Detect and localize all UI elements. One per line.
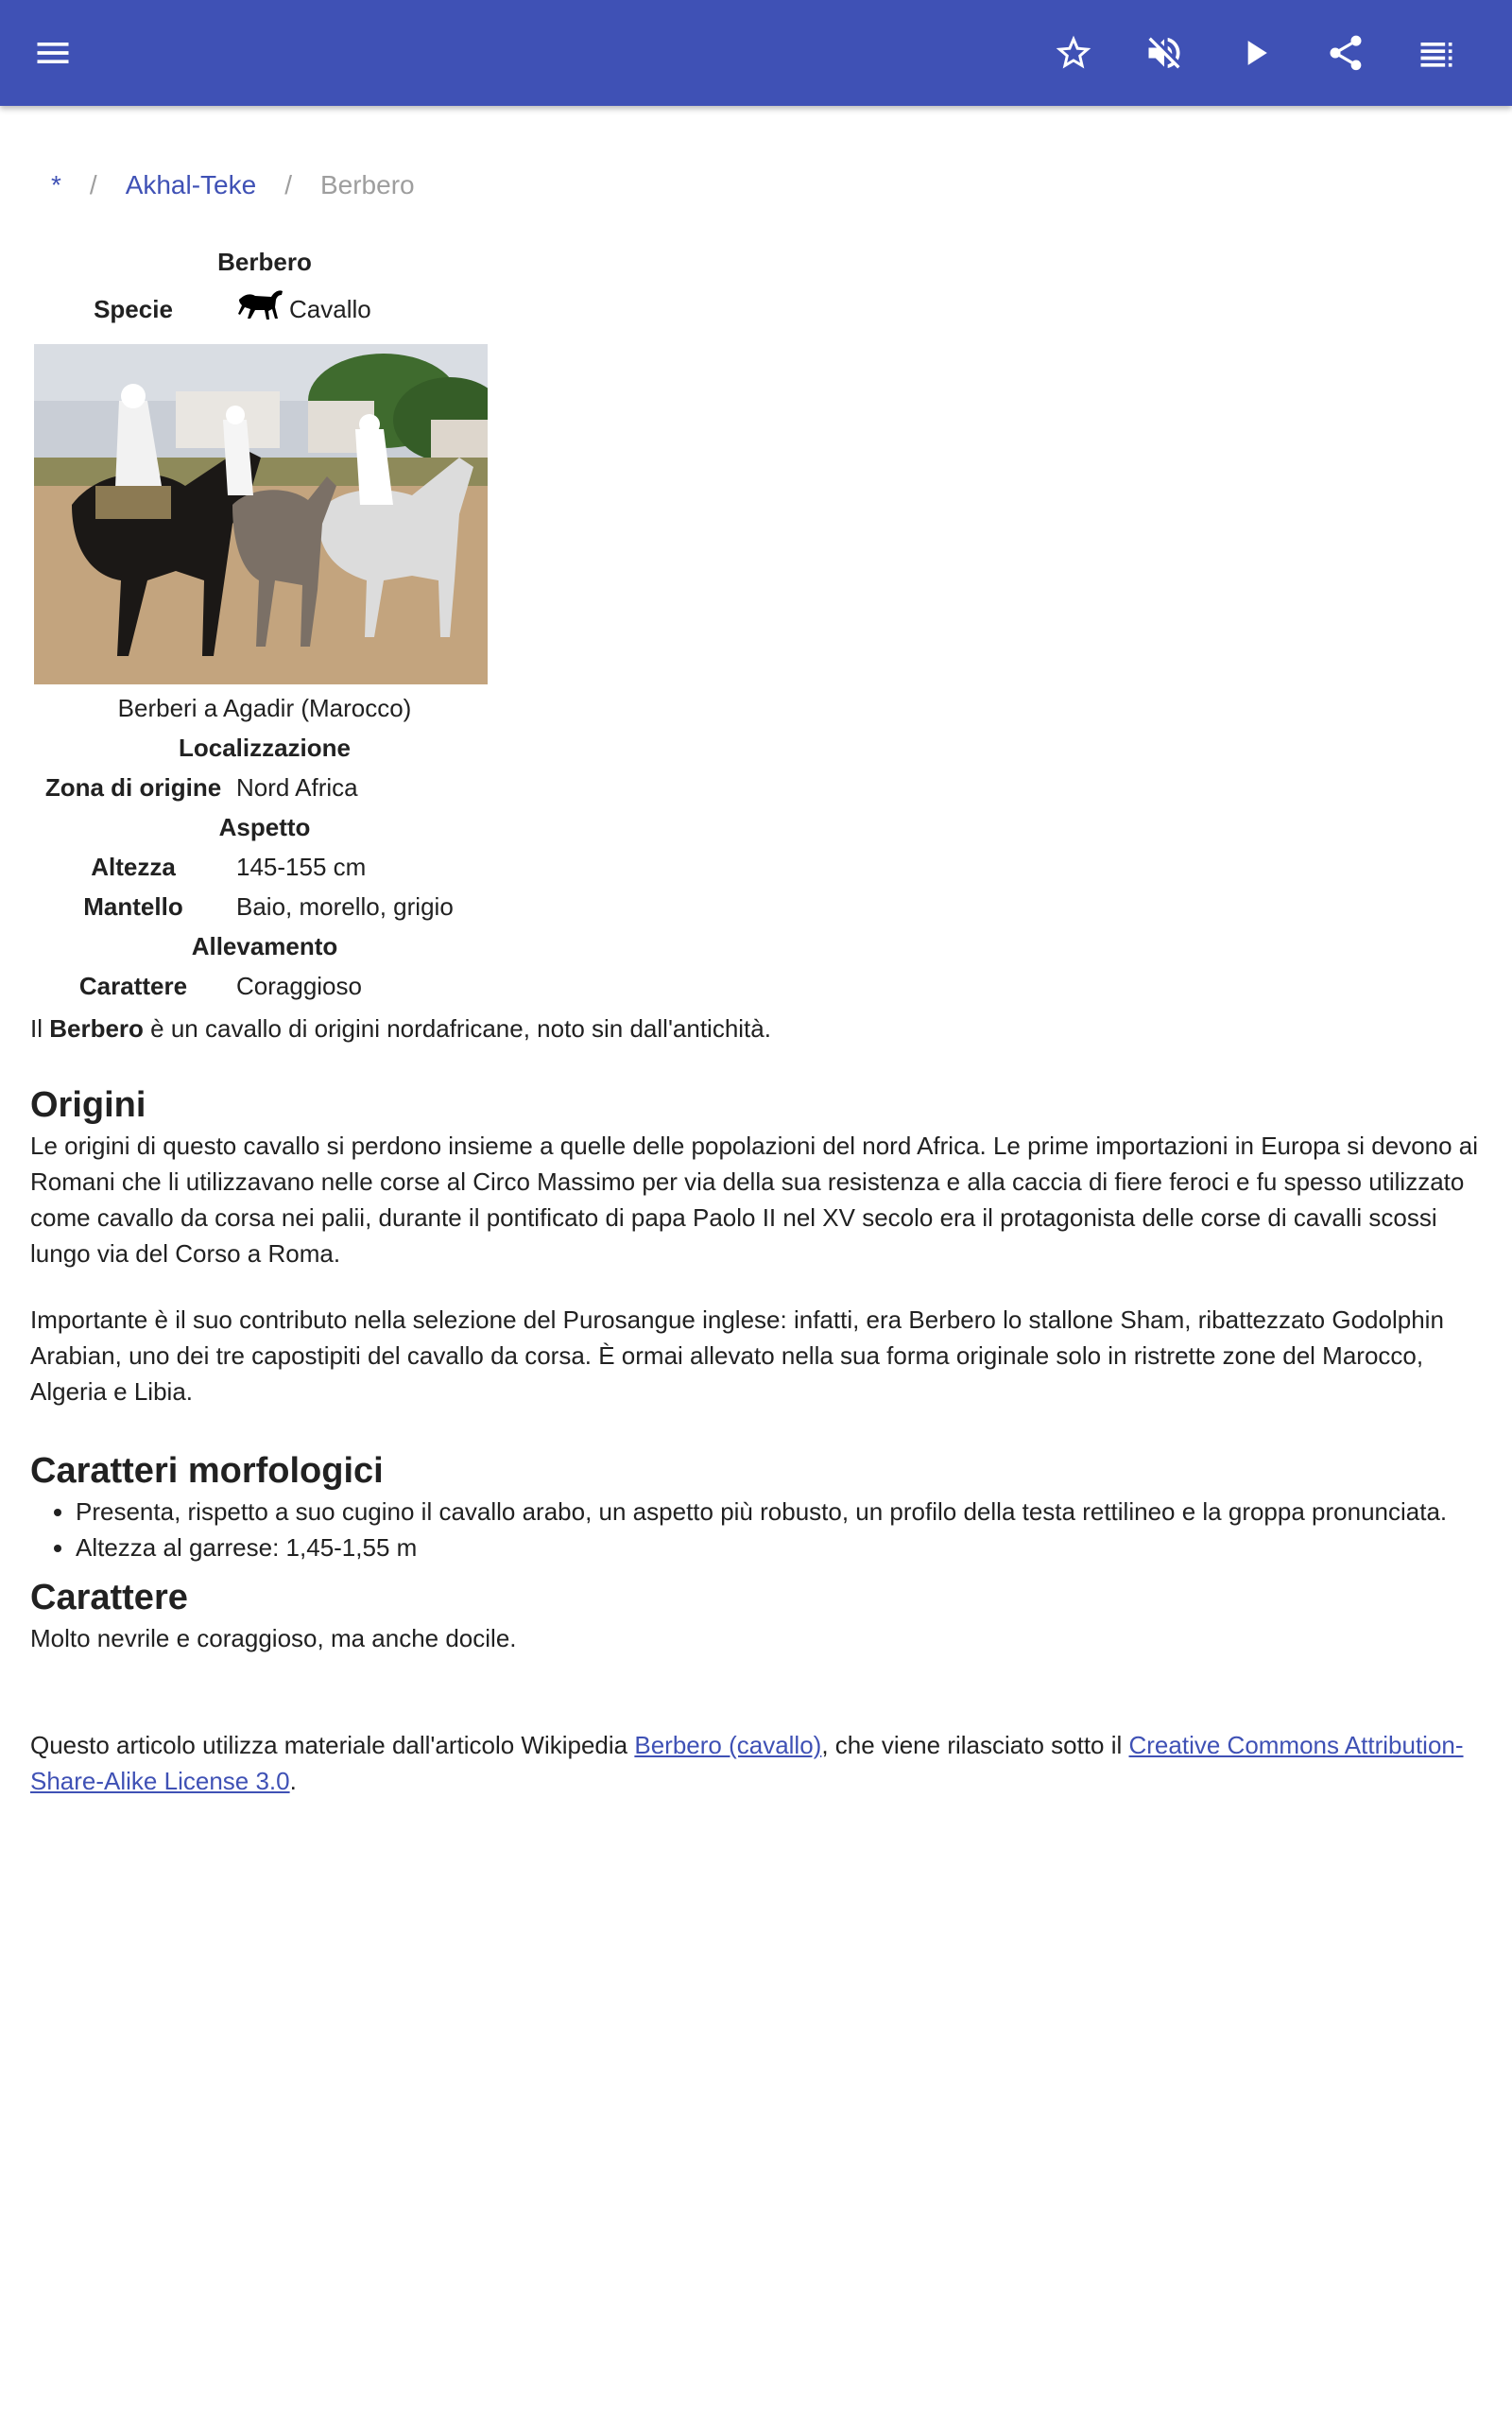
heading-morfologici: Caratteri morfologici — [30, 1451, 384, 1491]
app-bar — [0, 0, 1512, 106]
breadcrumb — [51, 170, 415, 200]
section-localizzazione: Localizzazione — [178, 734, 352, 762]
horse-icon — [236, 286, 285, 324]
favorite-button[interactable] — [1043, 23, 1104, 83]
intro-bold: Berbero — [49, 1014, 144, 1043]
heading-carattere: Carattere — [30, 1578, 188, 1617]
menu-button[interactable] — [23, 23, 83, 83]
carattere-label: Carattere — [78, 972, 188, 1000]
mute-button[interactable] — [1134, 23, 1194, 83]
section-aspetto: Aspetto — [218, 813, 311, 841]
mantello-label: Mantello — [83, 892, 183, 921]
photo-caption: Berberi a Agadir (Marocco) — [117, 694, 412, 722]
breadcrumb-separator: / — [89, 170, 97, 199]
specie-value: Cavallo — [289, 295, 371, 323]
altezza-label: Altezza — [91, 853, 176, 881]
section-allevamento: Allevamento — [191, 932, 338, 960]
contents-button[interactable] — [1406, 23, 1467, 83]
paragraph-origini-1: Le origini di questo cavallo si perdono insieme a quelle delle popolazioni del nord Africa. Le prime importazioni in Europa si devono ai Romani che li utilizzavano nelle corse al Circo Massimo per via della sua resistenza e alla caccia di fiere feroci e fu spesso utilizzato come cavallo da corsa nei palii, durante il pontificato di papa Paolo II nel XV secolo era il protagonista delle corse di cavalli scossi lungo via del Corso a Roma. — [30, 1132, 1479, 1268]
section-carattere — [30, 1575, 1486, 1656]
paragraph-carattere: Molto nevrile e coraggioso, ma anche docile. — [30, 1624, 517, 1652]
breadcrumb-current: Berbero — [319, 170, 415, 199]
volume-off-icon — [1143, 32, 1185, 74]
heading-origini: Origini — [30, 1085, 146, 1125]
list-item: • Presenta, rispetto a suo cugino il cavallo arabo, un aspetto più robusto, un profilo della testa rettilineo e la groppa pronunciata. — [76, 1494, 1486, 1530]
attribution-footer: Questo articolo utilizza materiale dall'articolo Wikipedia Berbero (cavallo), che viene rilasciato sotto il Creative Commons Attribution-Share-Alike License 3.0. — [30, 1731, 1464, 1795]
horse-photo[interactable] — [34, 344, 488, 684]
zona-label: Zona di origine — [44, 773, 222, 802]
breadcrumb-separator: / — [284, 170, 292, 199]
play-button[interactable] — [1225, 23, 1285, 83]
menu-icon — [32, 32, 74, 74]
list-item: • Altezza al garrese: 1,45-1,55 m — [76, 1530, 1486, 1565]
license-link[interactable]: Creative Commons Attribution-Share-Alike License 3.0 — [30, 1731, 1464, 1795]
paragraph-origini-2: Importante è il suo contributo nella selezione del Purosangue inglese: infatti, era Berbero lo stallone Sham, ribattezzato Godolphin Arabian, uno dei tre capostipiti del cavallo da corsa. È ormai allevato nella sua forma originale solo in ristrette zone del Marocco, Algeria e Libia. — [30, 1305, 1444, 1406]
zona-value: Nord Africa — [236, 773, 358, 802]
breadcrumb-root[interactable]: * — [51, 170, 61, 199]
share-button[interactable] — [1315, 23, 1376, 83]
mantello-value: Baio, morello, grigio — [236, 892, 454, 921]
section-origini — [30, 1082, 1486, 1409]
play-icon — [1234, 32, 1276, 74]
breadcrumb-parent[interactable]: Akhal-Teke — [125, 170, 257, 199]
altezza-value: 145-155 cm — [236, 853, 367, 881]
share-icon — [1325, 32, 1366, 74]
playlist-icon — [1416, 32, 1457, 74]
intro-paragraph: Il Berbero è un cavallo di origini nordafricane, noto sin dall'antichità. — [30, 1014, 771, 1043]
specie-label: Specie — [94, 295, 173, 323]
morfologici-list — [30, 1494, 1486, 1565]
infobox-title: Berbero — [217, 248, 312, 276]
star-icon — [1053, 32, 1094, 74]
wikipedia-article-link[interactable]: Berbero (cavallo) — [634, 1731, 822, 1759]
section-morfologici — [30, 1448, 1486, 1565]
carattere-value: Coraggioso — [236, 972, 362, 1000]
